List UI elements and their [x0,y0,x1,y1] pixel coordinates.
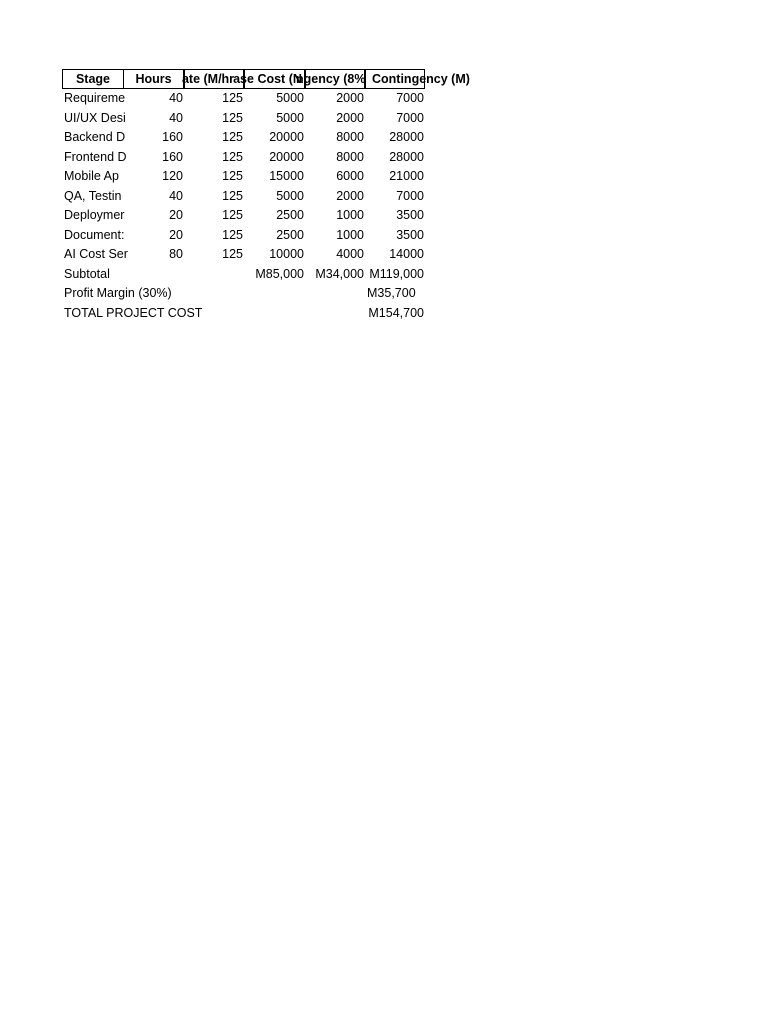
total-project-cost-label[interactable]: TOTAL PROJECT COST [64,305,203,320]
table-row [62,128,482,148]
base-cost-cell[interactable]: 2500 [276,227,304,242]
header-total-with-contingency[interactable]: Contingency (M) [365,69,425,89]
stage-cell[interactable]: AI Cost Ser [64,247,128,261]
total-project-cost-row [62,304,482,324]
base-cost-cell[interactable]: 15000 [269,169,304,183]
total-cell[interactable]: 3500 [396,227,424,242]
total-cell[interactable]: 28000 [389,130,424,144]
contingency-cell[interactable]: 6000 [336,169,364,183]
header-rate[interactable]: ate (M/hr [184,69,244,89]
hours-cell[interactable]: 40 [169,110,183,125]
table-row [62,226,482,246]
subtotal-label[interactable]: Subtotal [64,266,110,281]
contingency-cell[interactable]: 2000 [336,91,364,105]
stage-cell[interactable]: UI/UX Desi [64,110,126,125]
base-cost-cell[interactable]: 5000 [276,110,304,125]
total-cell[interactable]: 7000 [396,91,424,105]
rate-cell[interactable]: 125 [222,149,243,164]
rate-cell[interactable]: 125 [222,169,243,183]
total-project-cost-value[interactable]: M154,700 [368,305,424,320]
hours-cell[interactable]: 40 [169,91,183,105]
table-row [62,187,482,207]
total-cell[interactable]: 14000 [389,247,424,261]
table-row [62,109,482,129]
table-row [62,245,482,265]
rate-cell[interactable]: 125 [222,110,243,125]
base-cost-cell[interactable]: 5000 [276,91,304,105]
stage-cell[interactable]: QA, Testin [64,188,122,203]
hours-cell[interactable]: 160 [162,149,183,164]
hours-cell[interactable]: 120 [162,169,183,183]
rate-cell[interactable]: 125 [222,208,243,222]
contingency-cell[interactable]: 1000 [336,208,364,222]
rate-cell[interactable]: 125 [222,247,243,261]
rate-cell[interactable]: 125 [222,188,243,203]
stage-cell[interactable]: Frontend D [64,149,127,164]
stage-cell[interactable]: Deploymer [64,208,125,222]
profit-margin-label[interactable]: Profit Margin (30%) [64,286,172,300]
total-cell[interactable]: 7000 [396,110,424,125]
profit-margin-row [62,284,482,304]
base-cost-cell[interactable]: 20000 [269,149,304,164]
stage-cell[interactable]: Mobile Ap [64,169,119,183]
stage-cell[interactable]: Backend D [64,130,126,144]
table-row [62,148,482,168]
spreadsheet [62,68,482,323]
header-hours[interactable]: Hours [124,69,184,89]
table-row [62,167,482,187]
base-cost-cell[interactable]: 5000 [276,188,304,203]
table-row [62,89,482,109]
subtotal-contingency[interactable]: M34,000 [315,266,364,281]
subtotal-row [62,265,482,285]
base-cost-cell[interactable]: 20000 [269,130,304,144]
header-contingency[interactable]: ngency (8% [305,69,365,89]
table-row [62,206,482,226]
stage-cell[interactable]: Requireme [64,91,126,105]
header-stage[interactable]: Stage [62,69,124,89]
hours-cell[interactable]: 20 [169,227,183,242]
profit-margin-total[interactable]: M35,700 [367,286,416,300]
rate-cell[interactable]: 125 [222,227,243,242]
contingency-cell[interactable]: 2000 [336,110,364,125]
total-cell[interactable]: 3500 [396,208,424,222]
contingency-cell[interactable]: 8000 [336,149,364,164]
subtotal-total[interactable]: M119,000 [369,266,424,281]
rate-cell[interactable]: 125 [222,130,243,144]
total-cell[interactable]: 7000 [396,188,424,203]
contingency-cell[interactable]: 8000 [336,130,364,144]
stage-cell[interactable]: Document: [64,227,125,242]
subtotal-base-cost[interactable]: M85,000 [255,266,304,281]
hours-cell[interactable]: 160 [162,130,183,144]
contingency-cell[interactable]: 4000 [336,247,364,261]
total-cell[interactable]: 28000 [389,149,424,164]
base-cost-cell[interactable]: 2500 [276,208,304,222]
base-cost-cell[interactable]: 10000 [269,247,304,261]
hours-cell[interactable]: 80 [169,247,183,261]
rate-cell[interactable]: 125 [222,91,243,105]
contingency-cell[interactable]: 1000 [336,227,364,242]
header-base-cost[interactable]: ase Cost (N [244,69,305,89]
contingency-cell[interactable]: 2000 [336,188,364,203]
hours-cell[interactable]: 20 [169,208,183,222]
total-cell[interactable]: 21000 [389,169,424,183]
header-row [62,68,482,89]
hours-cell[interactable]: 40 [169,188,183,203]
